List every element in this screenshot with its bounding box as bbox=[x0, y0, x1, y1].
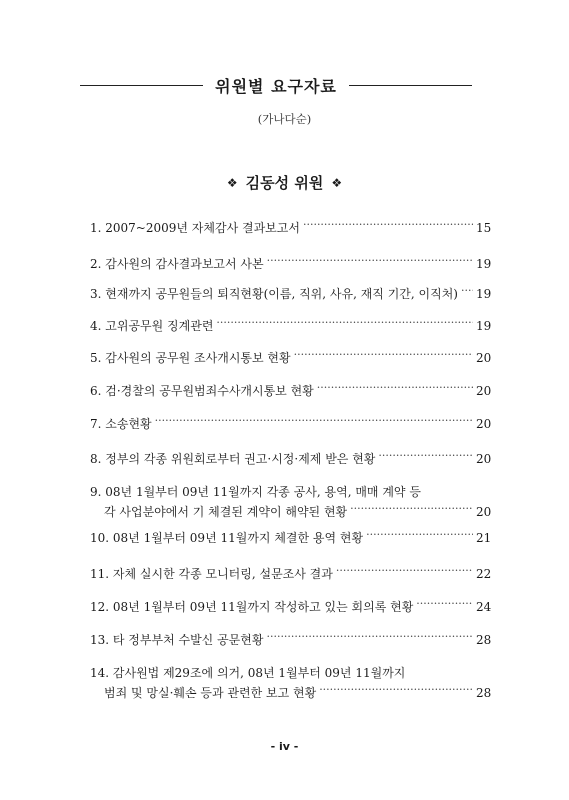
diamond-icon: ❖ bbox=[226, 176, 238, 190]
toc-leader-dots bbox=[378, 449, 473, 463]
toc-entry-title: 7. 소송현황 bbox=[90, 417, 152, 431]
toc-leader-dots bbox=[266, 630, 473, 644]
toc-entry-page: 24 bbox=[476, 600, 492, 614]
toc-entry-title: 10. 08년 1월부터 09년 11월까지 체결한 용역 현황 bbox=[90, 531, 364, 545]
toc-entry bbox=[90, 218, 490, 238]
toc-entry-title: 3. 현재까지 공무원들의 퇴직현황(이름, 직위, 사유, 재직 기간, 이직처) bbox=[90, 287, 458, 301]
toc-entry-title: 각 사업분야에서 기 체결된 계약이 해약된 현황 bbox=[104, 505, 348, 519]
title-right-rule bbox=[349, 85, 472, 86]
toc-entry-title: 9. 08년 1월부터 09년 11월까지 각종 공사, 용역, 매매 계약 등 bbox=[90, 485, 421, 499]
page-number: - iv - bbox=[270, 740, 299, 753]
toc-entry bbox=[90, 284, 490, 304]
toc-leader-dots bbox=[366, 528, 473, 542]
title-left-rule bbox=[80, 85, 203, 86]
toc-entry-title: 범죄 및 망실·훼손 등과 관련한 보고 현황 bbox=[104, 686, 317, 700]
toc-entry-title: 11. 자체 실시한 각종 모니터링, 설문조사 결과 bbox=[90, 567, 333, 581]
document-subtitle: (가나다순) bbox=[257, 112, 312, 126]
toc-entry-title: 5. 감사원의 공무원 조사개시통보 현황 bbox=[90, 351, 291, 365]
toc-leader-dots bbox=[319, 683, 473, 697]
toc-entry-title: 4. 고위공무원 징계관련 bbox=[90, 319, 214, 333]
toc-leader-dots bbox=[336, 564, 473, 578]
document-title-row bbox=[80, 70, 472, 100]
toc-entry bbox=[90, 449, 490, 469]
toc-entry bbox=[90, 482, 490, 522]
toc-entry bbox=[90, 348, 490, 368]
toc-entry bbox=[90, 316, 490, 336]
toc-entry-page: 21 bbox=[476, 531, 492, 545]
toc-entry-page: 20 bbox=[476, 351, 492, 365]
toc-entry bbox=[90, 564, 490, 584]
diamond-icon: ❖ bbox=[331, 176, 343, 190]
toc-leader-dots bbox=[155, 414, 473, 428]
toc-leader-dots bbox=[461, 284, 473, 298]
toc-entry bbox=[90, 254, 490, 274]
section-title: 김동성 위원 bbox=[245, 174, 324, 192]
toc-leader-dots bbox=[267, 254, 473, 268]
toc-entry-page: 20 bbox=[476, 505, 492, 519]
toc-entry-page: 19 bbox=[476, 257, 492, 271]
toc-entry-title: 2. 감사원의 감사결과보고서 사본 bbox=[90, 257, 264, 271]
toc-entry-title: 6. 검·경찰의 공무원범죄수사개시통보 현황 bbox=[90, 384, 314, 398]
toc-entry bbox=[90, 528, 490, 548]
toc-entry-page: 22 bbox=[476, 567, 492, 581]
toc-entry-page: 20 bbox=[476, 417, 492, 431]
toc-entry-page: 19 bbox=[476, 287, 492, 301]
toc-entry bbox=[90, 630, 490, 650]
toc-leader-dots bbox=[294, 348, 473, 362]
toc-entry-page: 28 bbox=[476, 686, 492, 700]
toc-entry-page: 28 bbox=[476, 633, 492, 647]
toc-entry-title: 8. 정부의 각종 위원회로부터 권고·시정·제제 받은 현황 bbox=[90, 452, 376, 466]
toc-entry-page: 20 bbox=[476, 452, 492, 466]
document-title: 위원별 요구자료 bbox=[215, 76, 337, 96]
toc-entry-page: 15 bbox=[476, 221, 492, 235]
toc-entry-title: 13. 타 정부부처 수발신 공문현황 bbox=[90, 633, 264, 647]
toc-leader-dots bbox=[350, 502, 473, 516]
toc-entry bbox=[90, 597, 490, 617]
toc-leader-dots bbox=[416, 597, 473, 611]
toc-entry-page: 20 bbox=[476, 384, 492, 398]
toc-entry bbox=[90, 381, 490, 401]
toc-entry-title: 14. 감사원법 제29조에 의거, 08년 1월부터 09년 11월까지 bbox=[90, 666, 406, 680]
toc-leader-dots bbox=[216, 316, 473, 330]
section-heading bbox=[0, 172, 569, 193]
toc-entry-page: 19 bbox=[476, 319, 492, 333]
toc-entry-title: 1. 2007~2009년 자체감사 결과보고서 bbox=[90, 221, 300, 235]
toc-leader-dots bbox=[317, 381, 473, 395]
toc-entry-title: 12. 08년 1월부터 09년 11월까지 작성하고 있는 회의록 현황 bbox=[90, 600, 414, 614]
toc-leader-dots bbox=[303, 218, 473, 232]
toc-entry bbox=[90, 663, 490, 703]
toc-entry bbox=[90, 414, 490, 434]
